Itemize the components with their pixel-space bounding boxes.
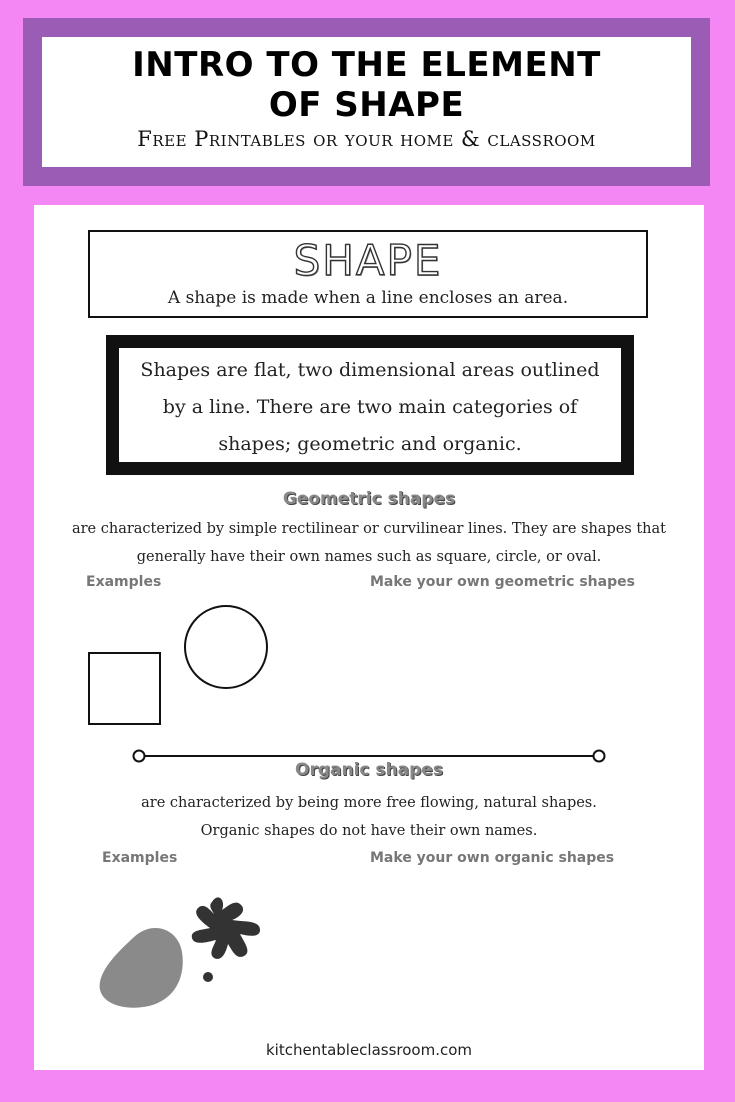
geometric-description: [54, 515, 684, 571]
footer-url: kitchentableclassroom.com: [265, 1041, 473, 1059]
page-subtitle: Free Printables or your home & classroom: [137, 127, 596, 151]
organic-line-1: are characterized by being more free flowing, natural shapes.: [141, 795, 597, 811]
page-title: [42, 45, 691, 125]
splat-dot: [203, 972, 213, 982]
worksheet: [34, 205, 704, 1070]
organic-description: [54, 789, 684, 845]
splat-shape: [192, 897, 260, 959]
title-banner: [23, 18, 710, 186]
intro-line-1: Shapes are flat, two dimensional areas outlined: [140, 359, 600, 381]
blob-shape: [100, 928, 183, 1008]
organic-line-2: Organic shapes do not have their own names.: [200, 823, 538, 839]
shape-definition: A shape is made when a line encloses an area.: [167, 288, 569, 308]
geometric-line-2: generally have their own names such as square, circle, or oval.: [136, 549, 602, 565]
geometric-heading: Geometric shapes: [282, 489, 456, 509]
title-card: [42, 37, 691, 167]
shape-heading: SHAPE: [293, 236, 443, 285]
geometric-make-label: Make your own geometric shapes: [370, 574, 635, 590]
intro-box: [117, 346, 623, 464]
intro-line-3: shapes; geometric and organic.: [218, 433, 522, 455]
intro-line-2: by a line. There are two main categories of: [162, 396, 578, 418]
geometric-line-1: are characterized by simple rectilinear or curvilinear lines. They are shapes that: [71, 521, 666, 537]
organic-examples: [94, 890, 314, 1030]
geometric-examples-label: Examples: [86, 574, 162, 590]
organic-heading: Organic shapes: [295, 760, 443, 780]
title-line-1: INTRO TO THE ELEMENT: [132, 45, 601, 85]
organic-examples-label: Examples: [102, 850, 178, 866]
shape-definition-box: [88, 230, 648, 318]
organic-make-label: Make your own organic shapes: [370, 850, 615, 866]
title-line-2: OF SHAPE: [268, 85, 465, 125]
square-example: [88, 652, 161, 725]
circle-example: [184, 605, 268, 689]
